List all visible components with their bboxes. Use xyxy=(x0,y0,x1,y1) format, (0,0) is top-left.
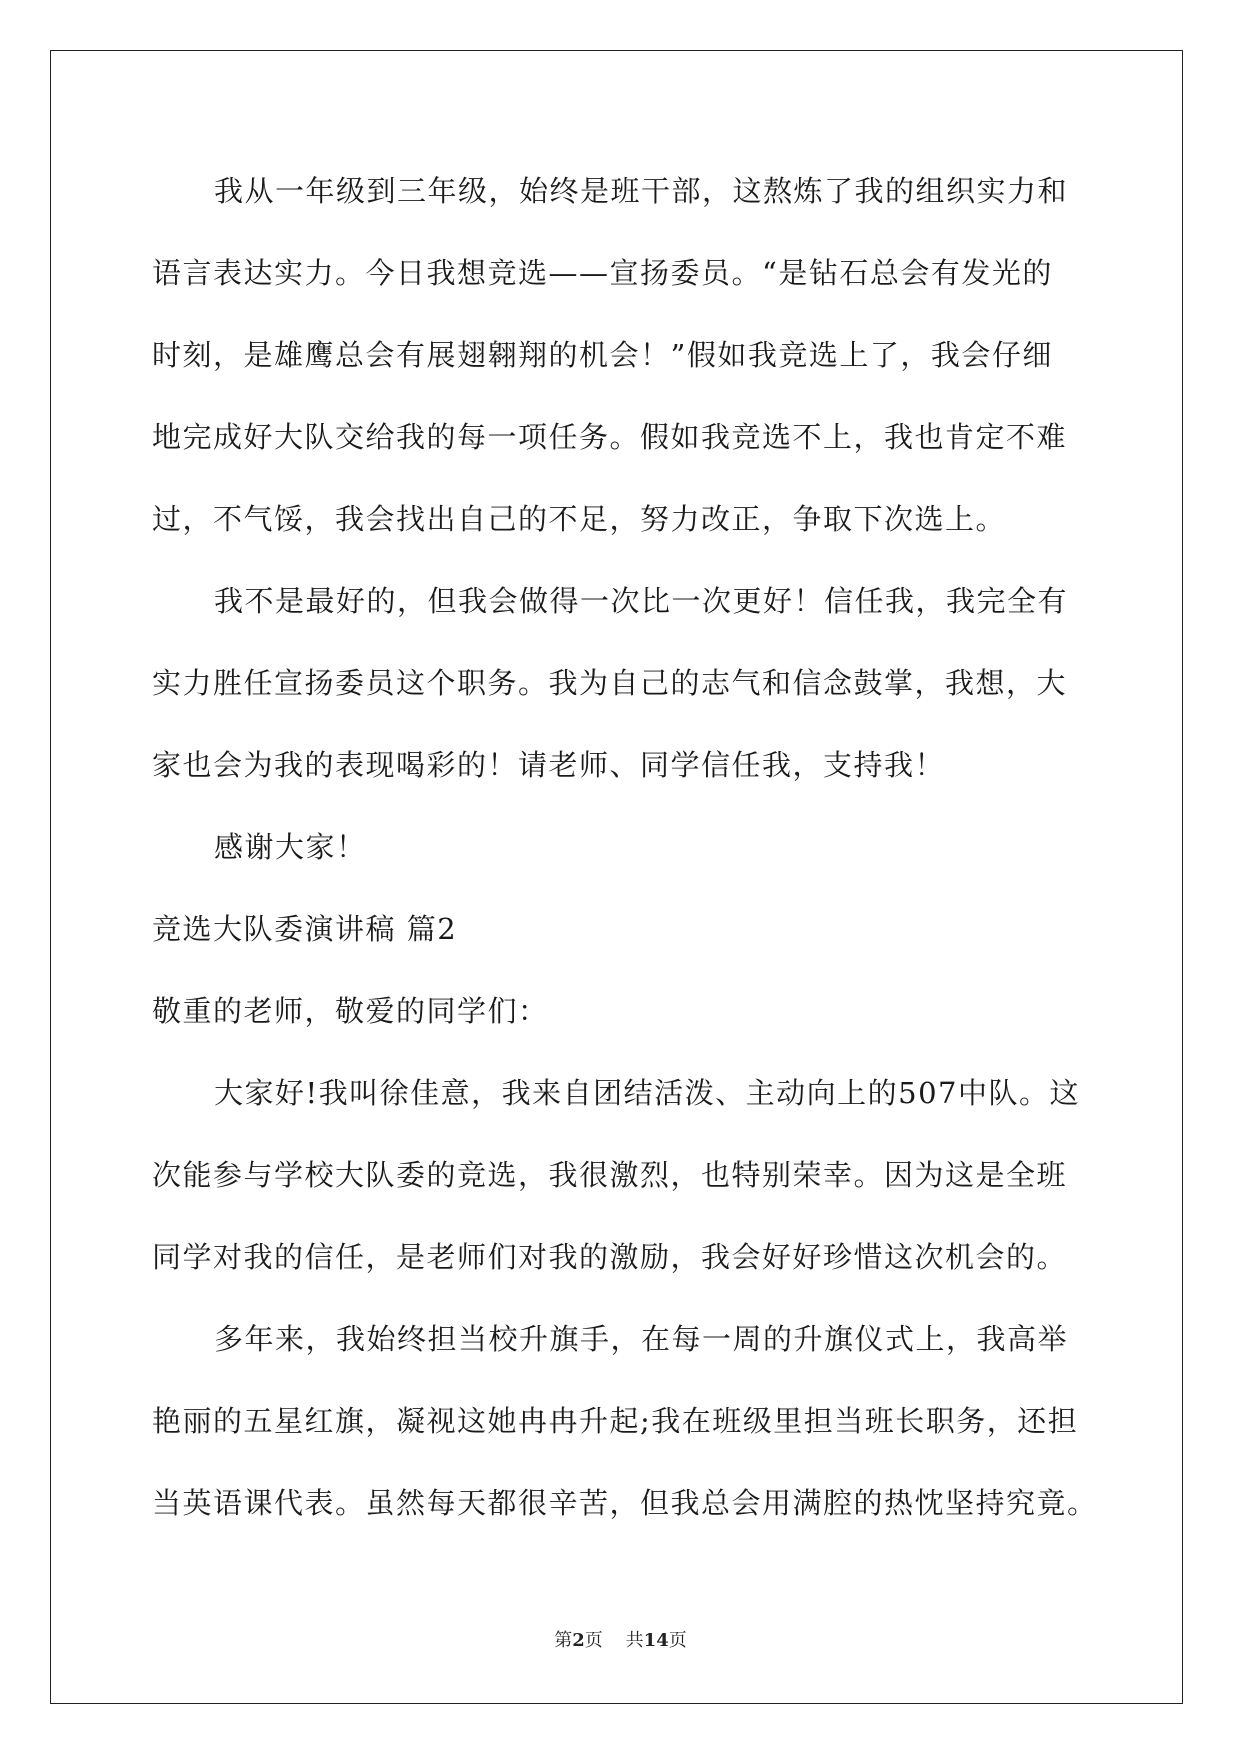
paragraph-line: 时刻，是雄鹰总会有展翅翱翔的机会！”假如我竞选上了，我会仔细 xyxy=(152,338,1053,372)
salutation: 敬重的老师，敬爱的同学们： xyxy=(152,994,549,1028)
paragraph-line: 当英语课代表。虽然每天都很辛苦，但我总会用满腔的热忱坚持究竟。 xyxy=(152,1486,1098,1520)
paragraph-line: 我从一年级到三年级，始终是班干部，这熬炼了我的组织实力和 xyxy=(214,174,1069,208)
paragraph-line: 多年来，我始终担当校升旗手，在每一周的升旗仪式上，我高举 xyxy=(214,1322,1069,1356)
total-prefix: 共 xyxy=(625,1630,644,1651)
paragraph-line: 家也会为我的表现喝彩的！请老师、同学信任我，支持我！ xyxy=(152,748,946,782)
paragraph-line: 过，不气馁，我会找出自己的不足，努力改正，争取下次选上。 xyxy=(152,502,1007,536)
page-suffix: 页 xyxy=(584,1630,603,1651)
page-number: 2 xyxy=(572,1630,585,1651)
paragraph-line: 同学对我的信任，是老师们对我的激励，我会好好珍惜这次机会的。 xyxy=(152,1240,1068,1274)
paragraph-line: 艳丽的五星红旗，凝视这她冉冉升起;我在班级里担当班长职务，还担 xyxy=(152,1404,1079,1438)
paragraph-line: 实力胜任宣扬委员这个职务。我为自己的志气和信念鼓掌，我想，大 xyxy=(152,666,1068,700)
paragraph-line: 次能参与学校大队委的竞选，我很激烈，也特别荣幸。因为这是全班 xyxy=(152,1158,1068,1192)
paragraph-line: 地完成好大队交给我的每一项任务。假如我竞选不上，我也肯定不难 xyxy=(152,420,1068,454)
section-heading: 竞选大队委演讲稿 篇2 xyxy=(152,912,458,946)
page-prefix: 第 xyxy=(554,1630,573,1651)
paragraph-line: 语言表达实力。今日我想竞选——宣扬委员。“是钻石总会有发光的 xyxy=(152,256,1053,290)
page-footer xyxy=(0,1626,1241,1652)
paragraph-line: 我不是最好的，但我会做得一次比一次更好！信任我，我完全有 xyxy=(214,584,1069,618)
closing-line: 感谢大家！ xyxy=(214,830,367,864)
document-body xyxy=(152,150,1098,1544)
total-pages: 14 xyxy=(643,1630,669,1651)
paragraph-line: 大家好!我叫徐佳意，我来自团结活泼、主动向上的507中队。这 xyxy=(214,1076,1081,1110)
total-suffix: 页 xyxy=(668,1630,687,1651)
